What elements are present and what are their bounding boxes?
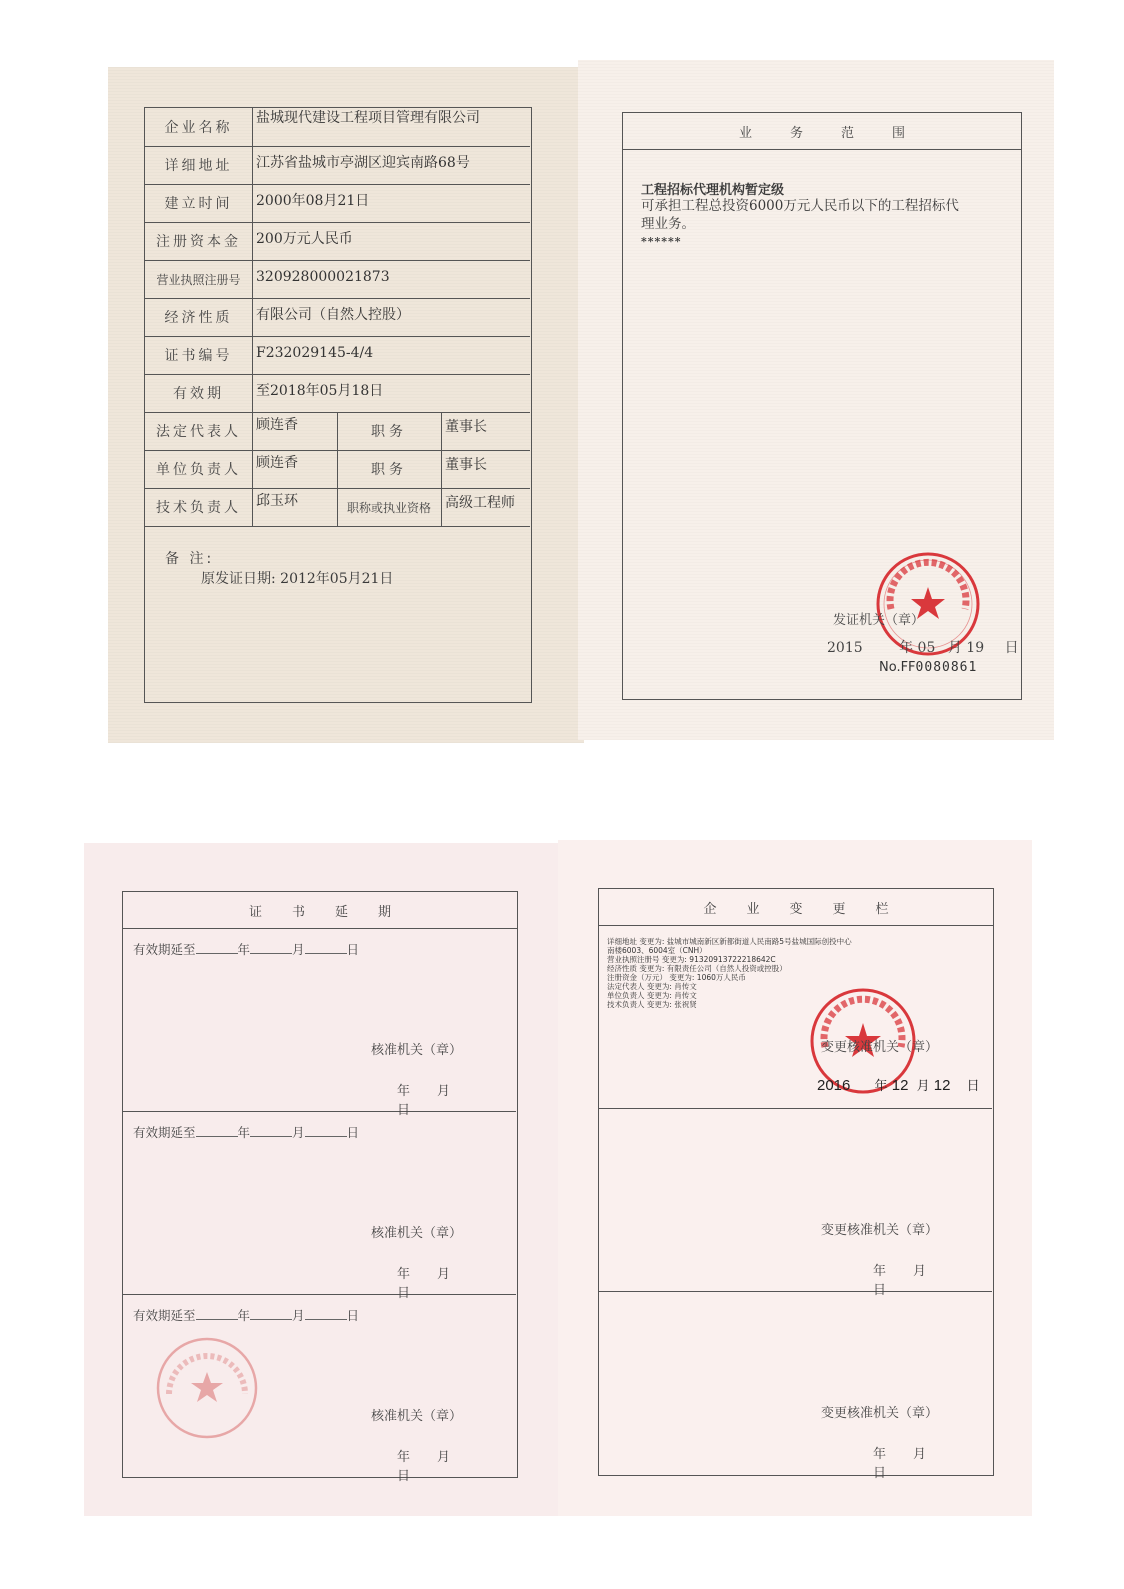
faded-seal-icon xyxy=(153,1334,261,1442)
day-char: 日 xyxy=(346,1308,360,1323)
month-char: 月 xyxy=(913,1447,927,1462)
certificate-info-page xyxy=(108,67,584,743)
legal-rep-title: 董事长 xyxy=(445,419,487,435)
info-row-unit-head xyxy=(145,450,530,489)
tech-head-name: 邱玉环 xyxy=(256,493,298,509)
extension-prefix: 有效期延至 xyxy=(133,942,196,957)
info-label: 经济性质 xyxy=(145,298,253,336)
change-line: 注册资金（万元） 变更为: 1060万人民币 xyxy=(607,973,746,982)
tech-head-title: 高级工程师 xyxy=(445,495,515,511)
day-char: 日 xyxy=(397,1103,411,1118)
extension-prefix: 有效期延至 xyxy=(133,1308,196,1323)
serial-prefix: No.FF xyxy=(879,660,916,675)
day-char: 日 xyxy=(966,1078,980,1093)
address: 江苏省盐城市亭湖区迎宾南路68号 xyxy=(256,155,470,171)
extension-block xyxy=(123,928,516,1118)
info-row-legal-rep xyxy=(145,412,530,451)
day-char: 日 xyxy=(873,1283,887,1298)
info-row-nature xyxy=(145,298,530,337)
day-char: 日 xyxy=(873,1466,887,1481)
year-char: 年 xyxy=(237,1308,251,1323)
extension-line xyxy=(133,1123,359,1141)
info-label: 单位负责人 xyxy=(145,450,253,488)
info-row-capital xyxy=(145,222,530,261)
validity-date: 至2018年05月18日 xyxy=(256,383,384,399)
change-line: 营业执照注册号 变更为: 91320913722218642C xyxy=(607,955,776,964)
approve-label: 核准机关（章） xyxy=(371,1409,463,1424)
extension-prefix: 有效期延至 xyxy=(133,1125,196,1140)
scope-title: 工程招标代理机构暂定级 xyxy=(641,183,785,198)
change-approve-label: 变更核准机关（章） xyxy=(821,1406,939,1421)
issue-month-char: 月 xyxy=(947,640,962,656)
change-block xyxy=(599,925,992,1109)
day-char: 日 xyxy=(397,1286,411,1301)
year-char: 年 xyxy=(874,1078,888,1093)
change-header: 企业变更栏 xyxy=(599,889,993,926)
license-number: 320928000021873 xyxy=(256,269,390,285)
legal-rep-name: 顾连香 xyxy=(256,417,298,433)
scope-frame xyxy=(622,112,1022,700)
issue-month: 05 xyxy=(917,640,936,656)
scope-body: 可承担工程总投资6000万元人民币以下的工程招标代理业务。 xyxy=(641,198,959,232)
registered-capital: 200万元人民币 xyxy=(256,231,353,247)
change-line: 法定代表人 变更为: 肖传文 xyxy=(607,982,697,991)
extension-frame xyxy=(122,891,518,1484)
approve-label: 核准机关（章） xyxy=(371,1043,463,1058)
change-approve-label: 变更核准机关（章） xyxy=(821,1040,939,1055)
founded-date: 2000年08月21日 xyxy=(256,193,370,209)
month-char: 月 xyxy=(292,1308,305,1323)
month-char: 月 xyxy=(292,942,305,957)
approve-date xyxy=(397,1446,516,1484)
issue-day-char: 日 xyxy=(1004,640,1019,656)
issuer-label: 发证机关（章） xyxy=(833,613,925,628)
extension-block xyxy=(123,1294,516,1484)
month-char: 月 xyxy=(437,1084,451,1099)
info-row-founded xyxy=(145,184,530,223)
month-char: 月 xyxy=(437,1450,451,1465)
unit-head-name: 顾连香 xyxy=(256,455,298,471)
approve-label: 核准机关（章） xyxy=(371,1226,463,1241)
certificate-number: F232029145-4/4 xyxy=(256,345,374,361)
serial-digits: 0080861 xyxy=(915,660,978,675)
day-char: 日 xyxy=(346,942,360,957)
info-label: 证书编号 xyxy=(145,336,253,374)
scope-stars: ****** xyxy=(641,235,682,248)
company-name: 盐城现代建设工程项目管理有限公司 xyxy=(256,110,480,126)
info-label: 企业名称 xyxy=(145,108,253,146)
economic-nature: 有限公司（自然人控股） xyxy=(256,307,410,323)
enterprise-change-page xyxy=(558,840,1032,1516)
info-label: 技术负责人 xyxy=(145,488,253,526)
change-line: 详细地址 变更为: 盐城市城南新区新都街道人民南路5号盐城国际创投中心 xyxy=(607,937,852,946)
extension-line xyxy=(133,1306,359,1324)
info-row-address xyxy=(145,146,530,185)
month-char: 月 xyxy=(916,1078,930,1093)
month-char: 月 xyxy=(913,1264,927,1279)
info-label: 法定代表人 xyxy=(145,412,253,450)
year-char: 年 xyxy=(397,1267,411,1282)
year-char: 年 xyxy=(873,1447,887,1462)
change-line: 技术负责人 变更为: 张祝贤 xyxy=(607,1000,697,1009)
approve-date xyxy=(873,1443,992,1481)
year-char: 年 xyxy=(237,1125,251,1140)
year-char: 年 xyxy=(397,1084,411,1099)
extension-block xyxy=(123,1111,516,1301)
extension-header: 证书延期 xyxy=(123,892,517,929)
info-sublabel: 职称或执业资格 xyxy=(346,500,431,515)
scope-header: 业务范围 xyxy=(623,113,1021,150)
info-sublabel: 职务 xyxy=(371,424,407,440)
year-char: 年 xyxy=(397,1450,411,1465)
serial-number xyxy=(879,660,977,675)
info-row-validity xyxy=(145,374,530,413)
issue-year: 2015 xyxy=(827,640,863,656)
change-year: 2016 xyxy=(817,1077,851,1094)
business-scope-page xyxy=(578,60,1054,740)
info-row-company xyxy=(145,108,530,147)
change-line: 单位负责人 变更为: 肖传文 xyxy=(607,991,697,1000)
year-char: 年 xyxy=(237,942,251,957)
day-char: 日 xyxy=(397,1469,411,1484)
info-label: 注册资本金 xyxy=(145,222,253,260)
change-approve-label: 变更核准机关（章） xyxy=(821,1223,939,1238)
change-frame xyxy=(598,888,994,1481)
extension-line xyxy=(133,940,359,958)
change-date xyxy=(817,1075,980,1094)
month-char: 月 xyxy=(437,1267,451,1282)
info-label: 详细地址 xyxy=(145,146,253,184)
remarks-text: 原发证日期: 2012年05月21日 xyxy=(201,571,394,587)
change-block xyxy=(599,1108,992,1298)
issue-day: 19 xyxy=(966,640,985,656)
info-row-tech-head xyxy=(145,488,530,527)
remarks-label: 备 注: xyxy=(165,551,215,567)
day-char: 日 xyxy=(346,1125,360,1140)
change-block xyxy=(599,1291,992,1481)
info-row-license xyxy=(145,260,530,299)
info-table xyxy=(144,107,532,703)
year-char: 年 xyxy=(873,1264,887,1279)
info-label: 有效期 xyxy=(145,374,253,412)
change-day: 12 xyxy=(933,1077,951,1094)
issue-year-char: 年 xyxy=(899,640,914,656)
change-line: 南楼6003、6004室（CNH） xyxy=(607,946,707,955)
issue-date xyxy=(827,637,1019,657)
info-sublabel: 职务 xyxy=(371,462,407,478)
change-month: 12 xyxy=(891,1077,909,1094)
certificate-extension-page xyxy=(84,843,558,1516)
info-label: 建立时间 xyxy=(145,184,253,222)
month-char: 月 xyxy=(292,1125,305,1140)
info-label: 营业执照注册号 xyxy=(145,260,253,298)
change-line: 经济性质 变更为: 有限责任公司（自然人投资或控股） xyxy=(607,964,787,973)
unit-head-title: 董事长 xyxy=(445,457,487,473)
info-row-cert-no xyxy=(145,336,530,375)
